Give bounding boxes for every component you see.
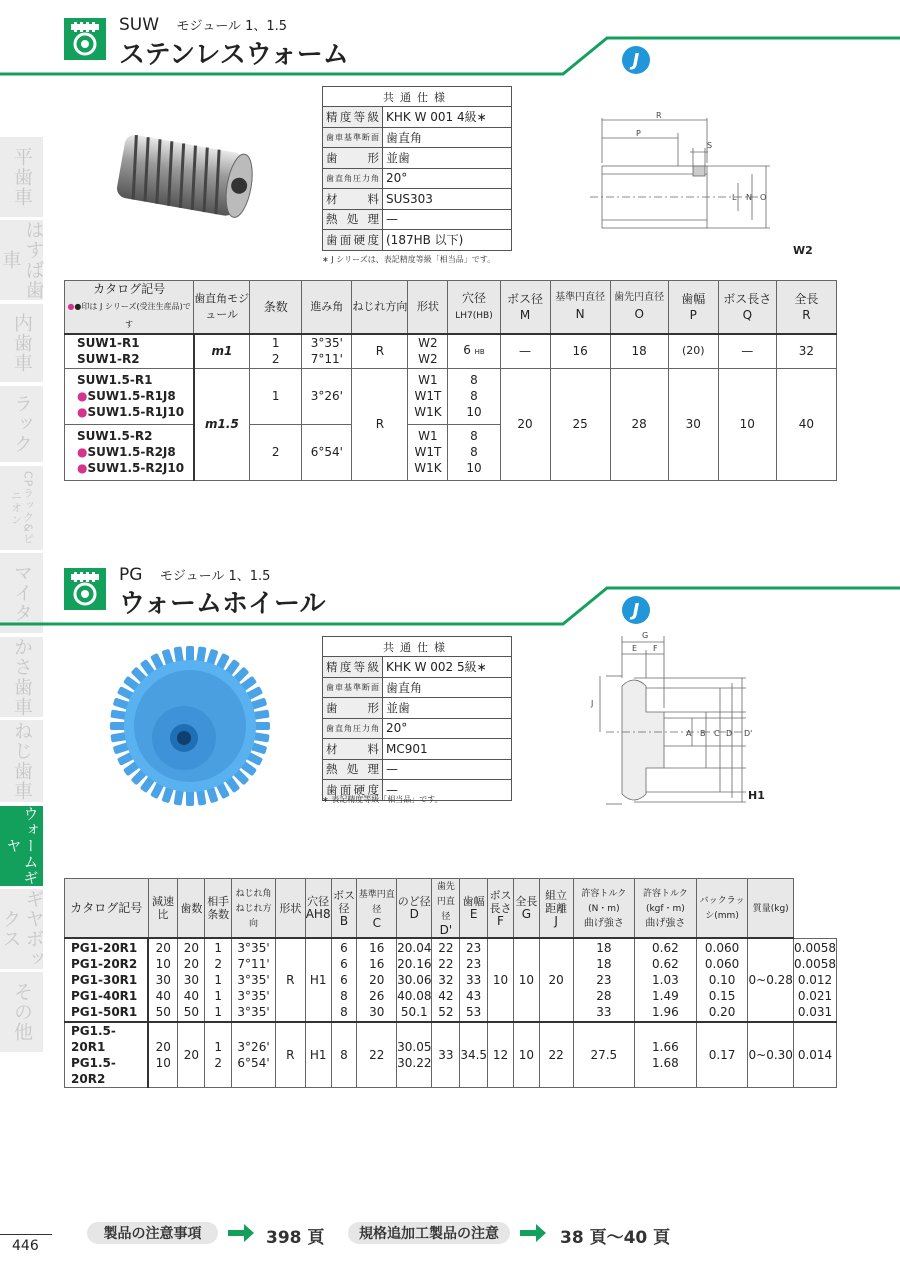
col-header: 穴径 AH8 [305,879,331,939]
dim-S: S [707,141,713,150]
header-rule [0,36,900,78]
table-cell: 34.5 [460,1022,488,1088]
col-header: 形状 [275,879,305,939]
spec-value: 並歯 [383,148,512,169]
spec-key: 歯直角圧力角 [323,718,383,739]
col-header: 許容トルク(kgf・m) 曲げ強さ [635,879,697,939]
spec-row [323,189,512,210]
col-header: 歯幅 E [460,879,488,939]
section-title: ステンレスウォーム [119,40,349,70]
j-series-badge: J [622,596,650,624]
table-cell: 27.5 [573,1022,635,1088]
table-cell: 22 [539,1022,573,1088]
table-cell: 1 2 [205,1022,232,1088]
col-header: のど径 D [397,879,432,939]
table-cell: 0.17 [696,1022,748,1088]
table-cell: 33 [432,1022,460,1088]
spec-value: — [383,780,512,801]
col-header: 歯数 [178,879,205,939]
dim-D-prime: D' [744,729,753,738]
pg-spec-table [64,878,837,1088]
worm-dimension-diagram [590,108,790,243]
table-row: SUW1-R1 SUW1-R2 m1 1 2 3°35' 7°11' R W2 W2 6 HB — 16 18 (20) — 32 [65,334,837,368]
spec-value: KHK W 002 5級∗ [383,657,512,678]
spec-value: 20° [383,718,512,739]
product-notes-page[interactable]: 398 頁 [266,1228,325,1248]
spec-row [323,127,512,148]
spec-key: 歯面硬度 [323,780,383,801]
table-row: SUW1.5-R1 ●SUW1.5-R1J8 ●SUW1.5-R1J10 m1.5 1 3°26' R W1 W1T W1K 8 8 10 20 25 28 30 10 40 [65,368,837,424]
col-header: 減速比 [148,879,178,939]
sidebar-item[interactable]: ねじ歯車 [0,720,43,802]
page-number: 446 [12,1238,39,1254]
spec-value: 歯直角 [383,127,512,148]
table-cell: 10 [513,1022,539,1088]
dim-E: E [632,644,638,653]
table-cell: 22 [357,1022,397,1088]
product-notes-link[interactable]: 製品の注意事項 [87,1222,218,1244]
sidebar-item[interactable]: マイタ [0,553,43,633]
col-header: カタログ記号 [65,879,149,939]
header-rule [0,586,900,628]
spec-key: 歯面硬度 [323,230,383,251]
module-label: モジュール 1、1.5 [159,569,271,584]
table-cell: 20 [539,938,573,1022]
col-header: 歯先円直径 D' [432,879,460,939]
dim-N: N [746,193,752,202]
section-title: ウォームホイール [119,589,326,619]
modification-notes-page[interactable]: 38 頁～40 頁 [560,1228,671,1248]
dim-C: C [714,729,720,738]
dim-R: R [656,111,662,120]
sidebar-item[interactable]: ウォームギヤ [0,806,43,886]
table-cell: 20 20 30 40 50 [178,938,205,1022]
table-cell: 0.0058 0.0058 0.012 0.021 0.031 [794,938,837,1022]
table-row: SUW1.5-R2 ●SUW1.5-R2J8 ●SUW1.5-R2J10 2 6°54' W1 W1T W1K 8 8 10 [65,424,837,480]
table-cell: 30.05 30.22 [397,1022,432,1088]
table-cell: 20 10 [148,1022,178,1088]
col-starts: 条数 [250,281,302,335]
spec-value: KHK W 001 4級∗ [383,107,512,128]
col-header: 組立距離 J [539,879,573,939]
worm-wheel-photo [104,640,276,812]
modification-notes-link[interactable]: 規格追加工製品の注意 [348,1222,510,1244]
worm-photo [104,126,264,226]
table-cell: 8 [331,1022,357,1088]
col-boss: ボス径 M [500,281,550,335]
col-tip: 歯先円直径 O [610,281,668,335]
col-header: 許容トルク(N・m) 曲げ強さ [573,879,635,939]
table-cell: 0~0.30 [748,1022,794,1088]
col-header: 基準円直径 C [357,879,397,939]
dim-F: F [653,644,658,653]
table-cell: 0~0.28 [748,938,794,1022]
product-code: PG [119,565,143,585]
table-cell: 22 22 32 42 52 [432,938,460,1022]
sidebar-item[interactable]: ギヤボックス [0,889,45,969]
col-header: 相手条数 [205,879,232,939]
table-cell: 23 23 33 43 53 [460,938,488,1022]
spec-key: 歯形 [323,698,383,719]
common-spec-table [322,636,512,801]
table-cell: 12 [488,1022,514,1088]
spec-key: 材料 [323,189,383,210]
dim-A: A [686,729,692,738]
spec-row [323,657,512,678]
spec-value: 20° [383,168,512,189]
table-cell: 1.66 1.68 [635,1022,697,1088]
dim-L: L [732,193,737,202]
spec-value: (187HB 以下) [383,230,512,251]
col-header: バックラッシ(mm) [696,879,748,939]
col-header: ねじれ角ねじれ方向 [232,879,276,939]
col-pitch: 基準円直径 N [550,281,610,335]
spec-key: 歯車基準断面 [323,127,383,148]
table-cell: 3°26' 6°54' [232,1022,276,1088]
table-cell: PG1.5-20R1 PG1.5-20R2 [65,1022,149,1088]
spec-value: — [383,209,512,230]
table-row [65,1022,837,1088]
table-cell: 18 18 23 28 33 [573,938,635,1022]
arrow-right-icon [226,1222,256,1244]
table-cell: R [275,1022,305,1088]
arrow-right-icon [518,1222,548,1244]
product-code: SUW [119,15,160,35]
table-cell: H1 [305,1022,331,1088]
col-hole: 穴径 LH7(HB) [448,281,500,335]
spec-key: 熱処理 [323,209,383,230]
sidebar-item[interactable]: ラック [0,386,43,462]
col-total: 全長 R [776,281,836,335]
spec-note: ∗ 表記精度等級「相当品」です。 [322,795,443,804]
sidebar-item[interactable]: かさ歯車 [0,637,43,717]
spec-key: 歯直角圧力角 [323,168,383,189]
spec-row [323,718,512,739]
spec-row [323,209,512,230]
dim-O: O [760,193,767,202]
spec-row [323,230,512,251]
spec-row [323,107,512,128]
spec-heading: 共通仕様 [323,87,512,107]
table-cell: 3°35' 7°11' 3°35' 3°35' 3°35' [232,938,276,1022]
table-cell: 0.014 [794,1022,837,1088]
dim-J: J [591,699,594,708]
col-header: 全長 G [513,879,539,939]
spec-heading: 共通仕様 [323,637,512,657]
spec-key: 歯形 [323,148,383,169]
spec-key: 精度等級 [323,657,383,678]
sidebar-item[interactable]: 内歯車 [0,304,43,382]
dim-D: D [726,729,733,738]
table-cell: 20 [178,1022,205,1088]
col-lead: 進み角 [302,281,352,335]
spec-row [323,168,512,189]
spec-key: 歯車基準断面 [323,677,383,698]
common-spec-table [322,86,512,251]
col-shape: 形状 [408,281,448,335]
module-label: モジュール 1、1.5 [176,19,288,34]
table-cell: 6 6 6 8 8 [331,938,357,1022]
table-cell: 16 16 20 26 30 [357,938,397,1022]
table-cell: 20 10 30 40 50 [148,938,178,1022]
spec-key: 材料 [323,739,383,760]
table-cell: 0.62 0.62 1.03 1.49 1.96 [635,938,697,1022]
col-direction: ねじれ方向 [352,281,408,335]
table-cell: PG1-20R1 PG1-20R2 PG1-30R1 PG1-40R1 PG1-50R1 [65,938,149,1022]
col-catalog: カタログ記号 ●●印は J シリーズ(受注生産品)です [65,281,194,335]
col-bosslen: ボス長さ Q [718,281,776,335]
table-cell: 10 [488,938,514,1022]
col-header: 質量(kg) [748,879,794,939]
spec-row [323,759,512,780]
spec-value: 歯直角 [383,677,512,698]
spec-row [323,148,512,169]
spec-row [323,698,512,719]
spec-value: MC901 [383,739,512,760]
dim-P: P [636,129,641,138]
table-cell: 0.060 0.060 0.10 0.15 0.20 [696,938,748,1022]
table-cell: R [275,938,305,1022]
j-series-badge: J [622,46,650,74]
col-module: 歯直角モジュール [194,281,250,335]
wheel-dimension-diagram [586,628,776,808]
table-cell: H1 [305,938,331,1022]
spec-note: ∗ J シリーズは、表記精度等級「相当品」です。 [322,255,496,264]
col-header: ボス長さ F [488,879,514,939]
spec-key: 精度等級 [323,107,383,128]
dim-B: B [700,729,706,738]
table-cell: 20.04 20.16 30.06 40.08 50.1 [397,938,432,1022]
table-cell: 10 [513,938,539,1022]
sidebar-item[interactable]: はすば歯車 [0,220,45,300]
spec-row [323,677,512,698]
spec-key: 熱処理 [323,759,383,780]
col-header: ボス径 B [331,879,357,939]
table-row [65,938,837,1022]
col-face: 歯幅 P [668,281,718,335]
sidebar-item[interactable]: その他 [0,972,43,1052]
spec-row [323,739,512,760]
spec-value: — [383,759,512,780]
spec-value: SUS303 [383,189,512,210]
dim-G: G [642,631,649,640]
table-cell: 1 2 1 1 1 [205,938,232,1022]
suw-spec-table [64,280,837,481]
shape-label: H1 [748,789,765,802]
spec-value: 並歯 [383,698,512,719]
shape-label: W2 [793,244,813,257]
sidebar-item[interactable]: CPラック&ピニオン [0,466,43,550]
sidebar-item[interactable]: 平歯車 [0,137,43,217]
